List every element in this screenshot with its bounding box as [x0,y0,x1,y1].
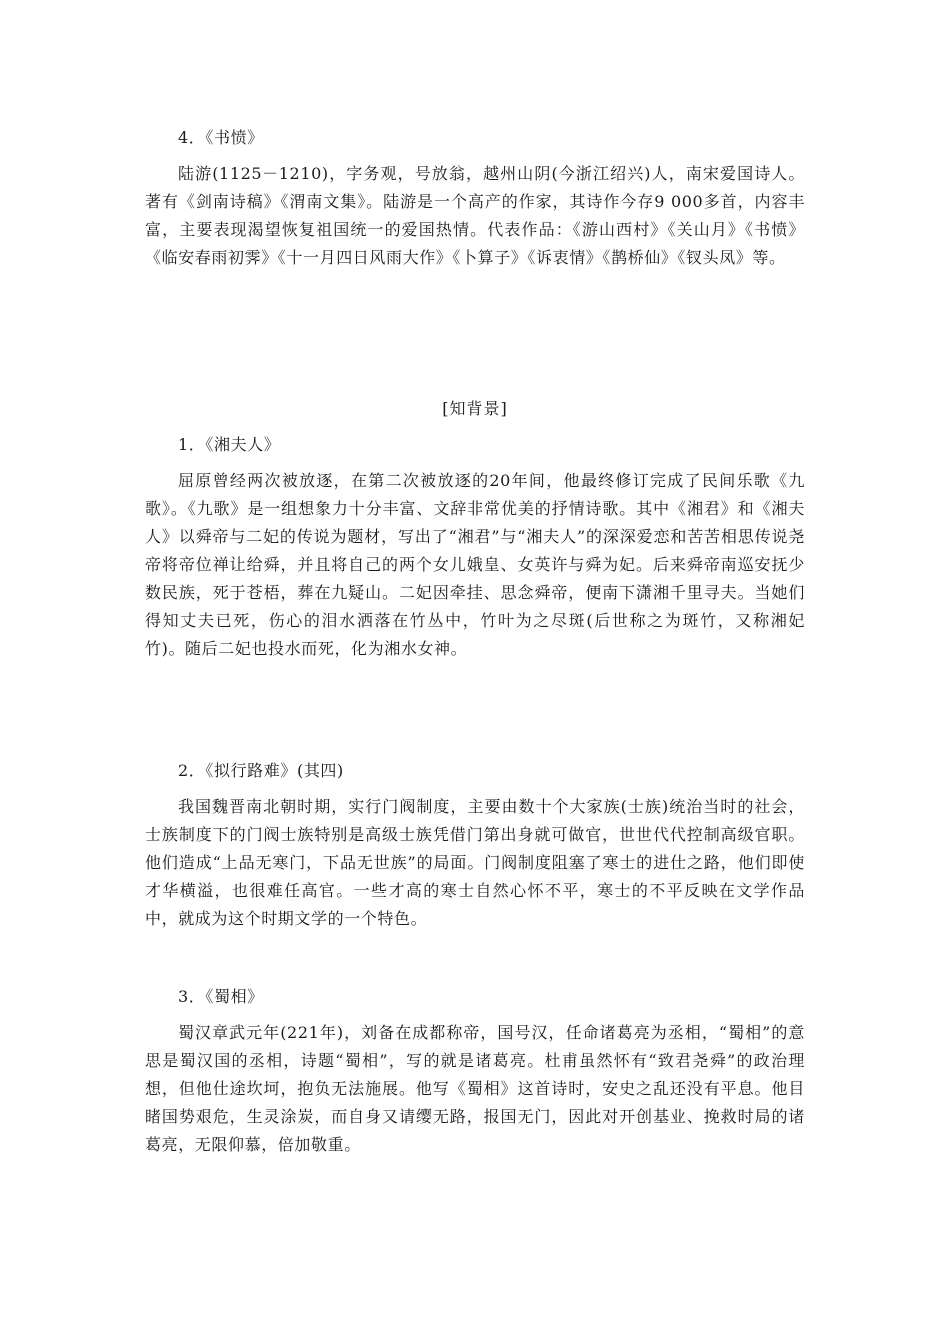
section-heading-shufen: 4．《书愤》 [178,128,264,147]
section-heading-shuxiang: 3．《蜀相》 [178,987,264,1006]
paragraph-xiangfuren-background: 屈原曾经两次被放逐，在第二次被放逐的20年间，他最终修订完成了民间乐歌《九歌》。《九歌》是一组想象力十分丰富、文辞非常优美的抒情诗歌。其中《湘君》和《湘夫人》以舜帝与二妃的传说为题材，写出了“湘君”与“湘夫人”的深深爱恋和苦苦相思传说尧帝将帝位禅让给舜，并且将自己的两个女儿娥皇、女英许与舜为妃。后来舜帝南巡安抚少数民族，死于苍梧，葬在九疑山。二妃因牵挂、思念舜帝，便南下潇湘千里寻夫。当她们得知丈夫已死，伤心的泪水洒落在竹丛中，竹叶为之尽斑(后世称之为斑竹，又称湘妃竹)。随后二妃也投水而死，化为湘水女神。 [145,471,805,658]
section-heading-xiangfuren: 1．《湘夫人》 [178,435,281,454]
paragraph-luyou-bio: 陆游(1125－1210)，字务观，号放翁，越州山阴(今浙江绍兴)人，南宋爱国诗人。著有《剑南诗稿》《渭南文集》。陆游是一个高产的作家，其诗作今存9 000多首，内容丰富，主要表现渴望恢复祖国统一的爱国热情。代表作品：《游山西村》《关山月》《书愤》《临安春雨初霁》《十一月四日风雨大作》《卜算子》《诉衷情》《鹊桥仙》《钗头凤》等。 [145,164,805,267]
paragraph-shuxiang-background: 蜀汉章武元年(221年)，刘备在成都称帝，国号汉，任命诸葛亮为丞相，“蜀相”的意思是蜀汉国的丞相，诗题“蜀相”，写的就是诸葛亮。杜甫虽然怀有“致君尧舜”的政治理想，但他仕途坎坷，抱负无法施展。他写《蜀相》这首诗时，安史之乱还没有平息。他目睹国势艰危，生灵涂炭，而自身又请缨无路，报国无门，因此对开创基业、挽救时局的诸葛亮，无限仰慕，倍加敬重。 [145,1023,805,1154]
paragraph-nixinglunan-background: 我国魏晋南北朝时期，实行门阀制度，主要由数十个大家族(士族)统治当时的社会，士族制度下的门阀士族特别是高级士族凭借门第出身就可做官，世世代代控制高级官职。他们造成“上品无寒门，下品无世族”的局面。门阀制度阻塞了寒士的进仕之路，他们即使才华横溢，也很难任高官。一些才高的寒士自然心怀不平，寒士的不平反映在文学作品中，就成为这个时期文学的一个特色。 [145,797,805,928]
section-heading-nixinglunan: 2．《拟行路难》(其四) [178,761,344,780]
background-section-title: [知背景] [442,399,508,418]
